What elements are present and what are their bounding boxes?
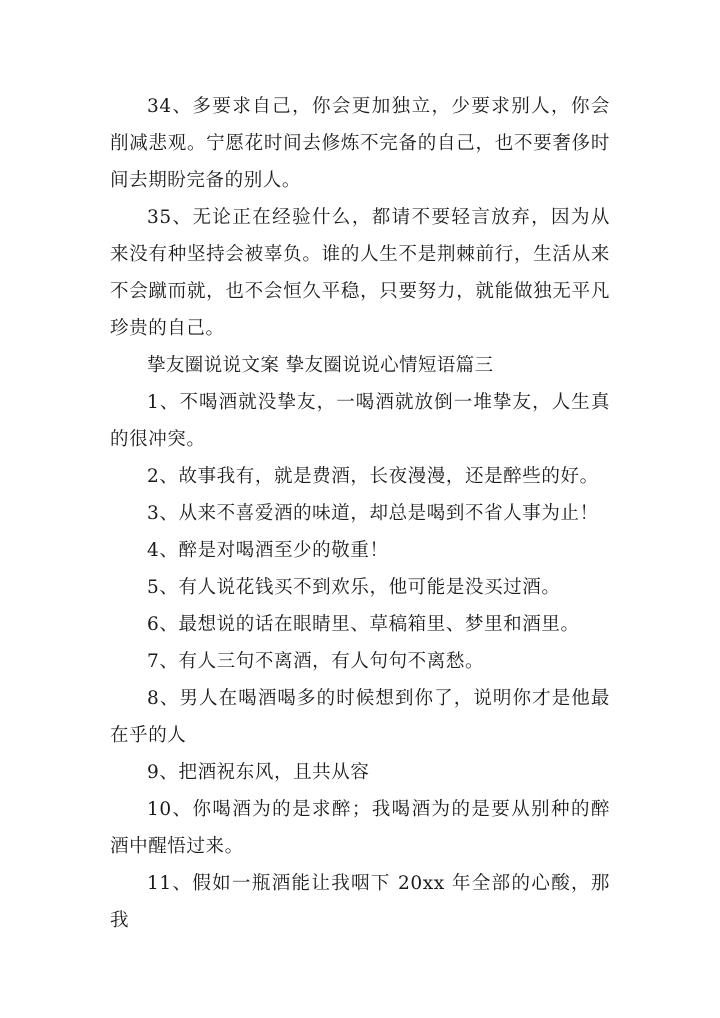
paragraph-10: 10、你喝酒为的是求醉；我喝酒为的是要从别种的醉酒中醒悟过来。 (110, 799, 610, 857)
paragraph-3: 3、从来不喜爱酒的味道，却总是喝到不省人事为止！ (147, 503, 599, 524)
paragraph-1: 1、不喝酒就没挚友，一喝酒就放倒一堆挚友，人生真的很冲突。 (110, 392, 610, 450)
paragraph-35: 35、无论正在经验什么，都请不要轻言放弃，因为从来没有种坚持会被辜负。谁的人生不是荆棘前行，生活从来不会蹴而就，也不会恒久平稳，只要努力，就能做独无平凡珍贵的自己。 (110, 207, 610, 339)
paragraph-2: 2、故事我有，就是费酒，长夜漫漫，还是醉些的好。 (147, 466, 599, 487)
paragraph-34: 34、多要求自己，你会更加独立，少要求别人，你会削减悲观。宁愿花时间去修炼不完备的自己，也不要奢侈时间去期盼完备的别人。 (110, 96, 610, 191)
document-body (110, 88, 610, 939)
paragraph-9: 9、把酒祝东风，且共从容 (147, 762, 370, 783)
paragraph-8: 8、男人在喝酒喝多的时候想到你了，说明你才是他最在乎的人 (110, 688, 610, 746)
paragraph-6: 6、最想说的话在眼睛里、草稿箱里、梦里和酒里。 (147, 614, 580, 635)
section-heading: 挚友圈说说文案 挚友圈说说心情短语篇三 (147, 355, 494, 376)
paragraph-11: 11、假如一瓶酒能让我咽下 20xx 年全部的心酸，那我 (110, 873, 610, 931)
paragraph-7: 7、有人三句不离酒，有人句句不离愁。 (147, 651, 485, 672)
paragraph-5: 5、有人说花钱买不到欢乐，他可能是没买过酒。 (147, 577, 561, 598)
paragraph-4: 4、醉是对喝酒至少的敬重！ (147, 540, 389, 561)
